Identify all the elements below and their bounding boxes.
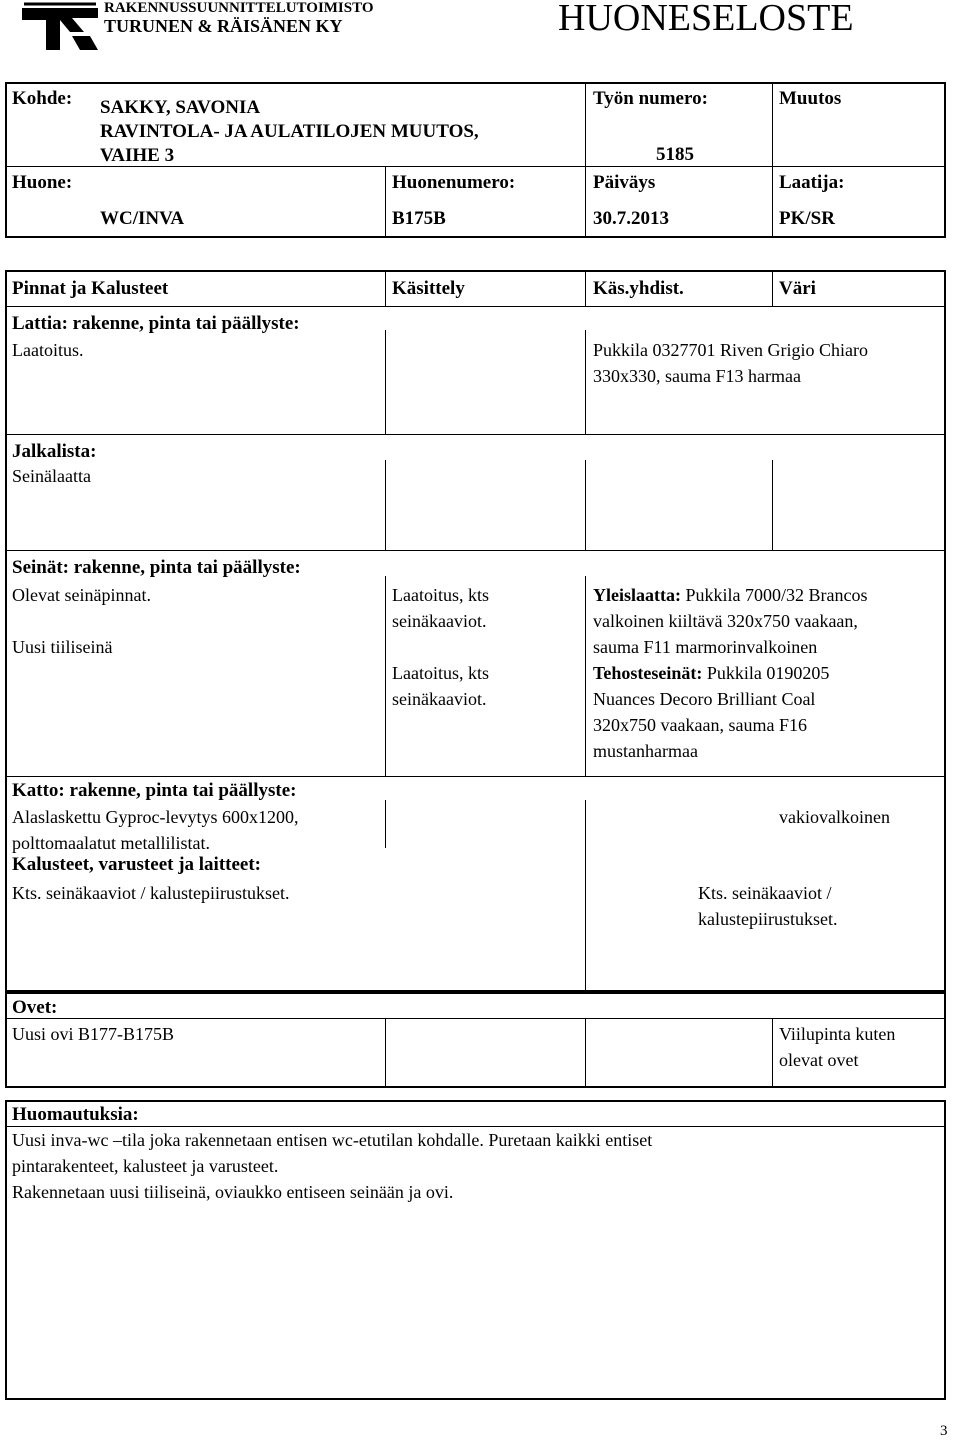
kalusteet-kasyhdist: Kts. seinäkaaviot / kalustepiirustukset.	[698, 883, 838, 929]
seinat-kasittely-1: Laatoitus, kts seinäkaaviot.	[392, 585, 489, 631]
katto-vari: vakiovalkoinen	[779, 807, 890, 827]
laatija-value: PK/SR	[779, 208, 835, 229]
laatija-label: Laatija:	[779, 172, 845, 193]
tyon-numero-label: Työn numero:	[593, 88, 708, 109]
company-name-line1: RAKENNUSSUUNNITTELUTOIMISTO	[104, 0, 374, 16]
huonenumero-value: B175B	[392, 208, 446, 229]
jalkalista-title: Jalkalista:	[12, 441, 97, 462]
company-logo	[20, 2, 100, 52]
column-kasyhdist: Käs.yhdist.	[593, 278, 684, 299]
seinat-value-2: Uusi tiiliseinä	[12, 637, 113, 657]
lattia-vari: Pukkila 0327701 Riven Grigio Chiaro 330x330, sauma F13 harmaa	[593, 340, 868, 386]
page-number: 3	[940, 1423, 948, 1439]
lattia-title: Lattia: rakenne, pinta tai päällyste:	[12, 313, 300, 334]
paivays-value: 30.7.2013	[593, 208, 669, 229]
huone-value: WC/INVA	[100, 208, 185, 229]
yleislaatta-text: Pukkila 7000/32 Brancos valkoinen kiiltävä 320x750 vaakaan, sauma F11 marmorinvalkoinen	[593, 585, 868, 657]
tehosteseinat-text: Pukkila 0190205 Nuances Decoro Brilliant Coal 320x750 vaakaan, sauma F16 mustanharmaa	[593, 663, 830, 761]
jalkalista-value: Seinälaatta	[12, 466, 91, 486]
document-title: HUONESELOSTE	[558, 0, 854, 39]
huone-label: Huone:	[12, 172, 73, 193]
company-name-line2: TURUNEN & RÄISÄNEN KY	[104, 16, 343, 36]
katto-title: Katto: rakenne, pinta tai päällyste:	[12, 780, 297, 801]
seinat-kasittely-2: Laatoitus, kts seinäkaaviot.	[392, 663, 489, 709]
column-pinnat: Pinnat ja Kalusteet	[12, 278, 169, 299]
column-vari: Väri	[779, 278, 816, 299]
katto-value: Alaslaskettu Gyproc-levytys 600x1200, polttomaalatut metallilistat.	[12, 807, 299, 853]
column-kasittely: Käsittely	[392, 278, 465, 299]
seinat-vari	[593, 582, 943, 764]
kalusteet-value: Kts. seinäkaaviot / kalustepiirustukset.	[12, 883, 290, 903]
ovet-value: Uusi ovi B177-B175B	[12, 1024, 175, 1044]
paivays-label: Päiväys	[593, 172, 656, 193]
tehosteseinat-label: Tehosteseinät:	[593, 663, 703, 683]
seinat-value-1: Olevat seinäpinnat.	[12, 585, 151, 605]
muutos-label: Muutos	[779, 88, 842, 109]
kohde-value: SAKKY, SAVONIA RAVINTOLA- JA AULATILOJEN MUUTOS, VAIHE 3	[100, 97, 479, 166]
kalusteet-title: Kalusteet, varusteet ja laitteet:	[12, 854, 262, 875]
huomautuksia-text: Uusi inva-wc –tila joka rakennetaan entisen wc-etutilan kohdalle. Puretaan kaikki entiset pintarakenteet, kalusteet ja varusteet. Rakennetaan uusi tiiliseinä, oviaukko entiseen seinään ja ovi.	[12, 1130, 653, 1202]
ovet-title: Ovet:	[12, 997, 58, 1018]
ovet-vari: Viilupinta kuten olevat ovet	[779, 1024, 896, 1070]
kohde-label: Kohde:	[12, 88, 73, 109]
lattia-value: Laatoitus.	[12, 340, 84, 360]
yleislaatta-label: Yleislaatta:	[593, 585, 681, 605]
huomautuksia-title: Huomautuksia:	[12, 1104, 139, 1125]
seinat-title: Seinät: rakenne, pinta tai päällyste:	[12, 557, 301, 578]
tyon-numero-value: 5185	[656, 144, 694, 165]
huonenumero-label: Huonenumero:	[392, 172, 516, 193]
